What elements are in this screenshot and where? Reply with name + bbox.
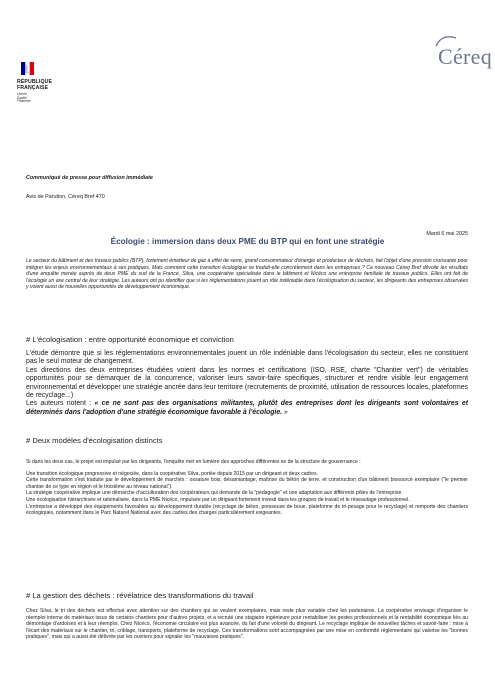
section-title: # La gestion des déchets : révélatrice des transformations du travail	[26, 591, 254, 600]
cereq-wordmark: Céreq	[438, 44, 493, 69]
paragraph: Si dans les deux cas, le projet est impulsé par les dirigeants, l'enquête met en lumière des approches différentes se de la structure de gouvernance :	[26, 459, 361, 465]
paragraph: Les directions des deux entreprises étudiées voient dans les normes et certifications (ISO, RSE, charte "Chantier vert") de véritables opportunités pour se démarquer de la concurrence, valoriser leurs savoir-faire spécifiques, structurer et rendre visible leur engagement environnemental et développer une stratégie ancrée dans leur territoire (recrutements de proximité, utilisation de ressources locales, plateformes de recyclage...)	[26, 366, 468, 400]
section-ecologisation	[26, 335, 468, 417]
section-title: # Deux modèles d'écologisation distincts	[26, 436, 163, 445]
document-title: Écologie : immersion dans deux PME du BTP qui en font une stratégie	[110, 237, 385, 246]
publication-notice: Avis de Parution, Céreq Bref 470	[26, 194, 105, 200]
paragraph: Chez Silva, le tri des déchets est effectué avec attention sur des chantiers qui se veulent exemplaires, mais reste plus variable chez les partenaires. La coopérative envisage d'organiser le réemploi interne de matériaux issus de certains chantiers pour d'autres projets, et a recruté une stagiaire ingénieure pour rentabiliser les gestes professionnels et la rentabilité économique liés au démontage d'ardoises et à leur réemploi. Chez Nicéco, l'économie circulaire est plus avancée, du fait d'une volonté du dirigeant. Le recyclage implique de nouvelles tâches et savoir-faire : mise à l'écart des matériaux sur le chantier, tri, criblage, transports, plateforme de recyclage. Ces transformations sont accompagnées par une mise en conformité réglementaire qui valorise les "bonnes pratiques", mais qui a aussi été délivrée par les ouvriers pour signaler les "mauvaises pratiques".	[26, 608, 468, 641]
intro-paragraph: Le secteur du bâtiment et des travaux publics (BTP), fortement émetteur de gaz à effet de serre, grand consommateur d'énergie et producteur de déchets, fait l'objet d'une pression croissante pour intégrer les enjeux environnementaux à ses pratiques. Mais comment cette transition écologique se traduit-elle concrètement dans les entreprises ? Ce nouveau Céreq Bref dévoile les résultats d'une enquête menée auprès de deux PME du sud de la France, Silva, une coopérative spécialisée dans le bâtiment et Nicéco une entreprise familiale de travaux publics. Elles ont fait de l'écologie un axe central de leur stratégie. Les auteurs ont pu identifier que si les réglementations jouent un rôle indéniable dans l'écologisation du secteur, les dirigeants des entreprises observées y voient aussi de nouvelles opportunités de développement économique.	[26, 258, 468, 291]
marianne-flag-icon	[21, 62, 34, 75]
paragraph: Les auteurs notent : « ce ne sont pas des organisations militantes, plutôt des entreprises dont les dirigeants sont volontaires et déterminés dans l'adoption d'une stratégie économique favorable à l'écologie. »	[26, 400, 468, 416]
rf-text: RÉPUBLIQUE FRANÇAISE	[17, 79, 53, 91]
section-title: # L'écologisation : entre opportunité économique et conviction	[26, 335, 234, 344]
rf-motto: Liberté Égalité Fraternité	[17, 92, 31, 104]
paragraph: Une transition écologique progressive et négociée, dans la coopérative Silva, portée depuis 2015 par un dirigeant et deux cadres.	[26, 470, 318, 477]
paragraph: L'étude démontre que si les réglementations environnementales jouent un rôle indéniable dans l'écologisation du secteur, elles ne constituent pas le seul moteur de changement.	[26, 350, 468, 366]
section-deux-modeles	[26, 436, 468, 517]
release-date: Mardi 6 mai 2025	[426, 231, 468, 237]
section-gestion-dechets	[26, 591, 468, 641]
paragraph: La stratégie coopérative implique une démarche d'acculturation des coopérateurs qui demande de la "pédagogie" et une adaptation aux différents pôles de l'entreprise.	[26, 490, 403, 497]
paragraph: Une écologisation hiérarchisée et rationalisée, dans la PME Nicéco, impulsée par un dirigeant fortement investi dans les groupes de travail et le réseautage professionnel.	[26, 496, 410, 503]
paragraph: L'entreprise a développé des équipements favorables au développement durable (recyclage de béton, presseuse de boue, plateforme de tri-pesage pour le recyclage) et remporte des chantiers écologiques, notamment dans le Parc Naturel National avec des cadres des charges particulièrement exigeantes.	[26, 503, 468, 517]
press-note: Communiqué de presse pour diffusion immédiate	[26, 175, 153, 181]
paragraph: Cette transformation s'est traduite par le développement de marchés : ossature bois, désamiantage, maîtrise du béton de terre, et construction d'un bâtiment biosourcé exemplaire ("le premier chantier de ce type en région et le troisième au niveau national").	[26, 477, 468, 490]
cereq-logo	[422, 36, 493, 76]
